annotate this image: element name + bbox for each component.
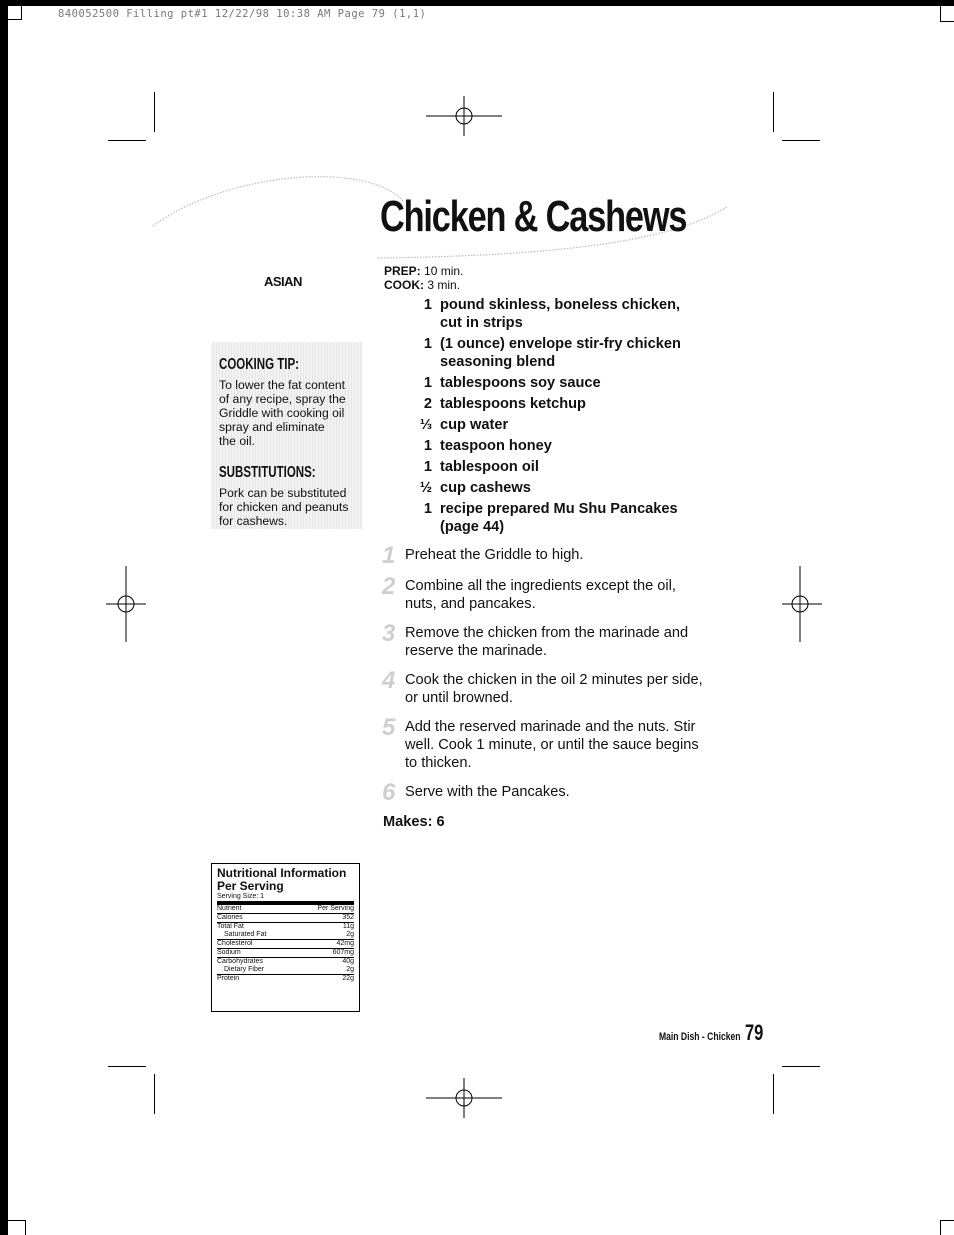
step-number: 3 [382, 620, 396, 647]
page-number: 79 [744, 1020, 764, 1045]
crop-mark [773, 1074, 774, 1114]
yield: Makes: 6 [383, 814, 445, 830]
nutrition-table [217, 901, 354, 983]
ingredient-list [384, 296, 744, 539]
step-item: 1 Preheat the Griddle to high. [382, 542, 584, 569]
page-footer [636, 1020, 769, 1046]
ingredient-item: ½ cup cashews [419, 480, 531, 496]
category-label: ASIAN [264, 274, 302, 289]
ingredient-item: 1 (1 ounce) envelope stir-fry chicken seasoning blend [423, 336, 681, 370]
ingredient-item: 1 teaspoon honey [423, 438, 552, 454]
cooking-tip-text: To lower the fat content of any recipe, spray the Griddle with cooking oil spray and eliminate the oil. [219, 378, 346, 448]
step-number: 5 [382, 714, 396, 741]
step-number: 2 [382, 573, 396, 600]
crop-mark [782, 1066, 820, 1067]
prep-cook-times [384, 264, 463, 292]
ingredient-item: 1 recipe prepared Mu Shu Pancakes (page 44) [423, 501, 678, 535]
substitutions-heading: SUBSTITUTIONS: [219, 464, 316, 481]
substitutions-text: Pork can be substituted for chicken and peanuts for cashews. [219, 486, 349, 528]
ingredient-item: 1 tablespoons soy sauce [423, 375, 601, 391]
step-item: 3 Remove the chicken from the marinade and reserve the marinade. [382, 620, 689, 659]
cook-label: COOK: [384, 278, 424, 292]
step-item: 6 Serve with the Pancakes. [382, 779, 570, 806]
tips-sidebar [211, 342, 363, 529]
nutrition-row: Cholesterol 42mg [217, 940, 354, 947]
registration-mark-left [106, 566, 146, 644]
step-number: 6 [382, 779, 396, 806]
crop-mark [154, 1074, 155, 1114]
nutrition-row: Protein 22g [217, 975, 354, 982]
corner-mark-top-right [940, 6, 954, 22]
step-item: 5 Add the reserved marinade and the nuts. Stir well. Cook 1 minute, or until the sauce begins to thicken. [382, 714, 699, 771]
corner-mark-top-left [8, 6, 22, 20]
nutrition-row: Total Fat 11g [217, 923, 354, 930]
nutrition-row: Sodium 607mg [217, 949, 354, 956]
corner-mark-bottom-left [8, 1220, 26, 1235]
step-number: 4 [382, 667, 396, 694]
nutrition-subheading: Per Serving [217, 878, 284, 893]
nutrition-facts-box [211, 863, 360, 1012]
instruction-steps [382, 542, 752, 814]
nutrition-row: Carbohydrates 40g [217, 958, 354, 965]
recipe-title: Chicken & Cashews [380, 192, 687, 241]
serving-size: Serving Size: 1 [217, 893, 265, 900]
step-number: 1 [382, 542, 396, 569]
corner-mark-bottom-right [940, 1220, 954, 1235]
prep-value: 10 min. [424, 264, 464, 278]
print-slug: 840052500 Filling pt#1 12/22/98 10:38 AM Page 79 (1,1) [58, 8, 427, 20]
ingredient-item: 2 tablespoons ketchup [423, 396, 586, 412]
page [8, 6, 954, 1235]
crop-mark [773, 92, 774, 132]
crop-mark [108, 140, 146, 141]
registration-mark-top [424, 96, 504, 136]
nutrition-row: Saturated Fat 2g [224, 931, 354, 938]
ingredient-item: 1 pound skinless, boneless chicken, cut in strips [423, 297, 681, 331]
crop-mark [108, 1066, 146, 1067]
column-header: Per Serving [296, 903, 354, 914]
nutrition-heading: Nutritional Information [217, 866, 347, 880]
registration-mark-right [782, 566, 822, 644]
ingredient-item: ⅓ cup water [419, 417, 509, 433]
column-header: Nutrient [217, 903, 296, 914]
ingredient-item: 1 tablespoon oil [423, 459, 539, 475]
cooking-tip-heading: COOKING TIP: [219, 356, 299, 373]
registration-mark-bottom [424, 1078, 504, 1118]
crop-mark [154, 92, 155, 132]
cook-value: 3 min. [427, 278, 461, 292]
step-item: 2 Combine all the ingredients except the oil, nuts, and pancakes. [382, 573, 676, 612]
step-item: 4 Cook the chicken in the oil 2 minutes per side, or until browned. [382, 667, 703, 706]
nutrition-row: Calories 352 [217, 914, 354, 921]
prep-label: PREP: [384, 264, 421, 278]
crop-mark [782, 140, 820, 141]
nutrition-row: Dietary Fiber 2g [224, 966, 354, 973]
section-label: Main Dish - Chicken [658, 1031, 741, 1043]
